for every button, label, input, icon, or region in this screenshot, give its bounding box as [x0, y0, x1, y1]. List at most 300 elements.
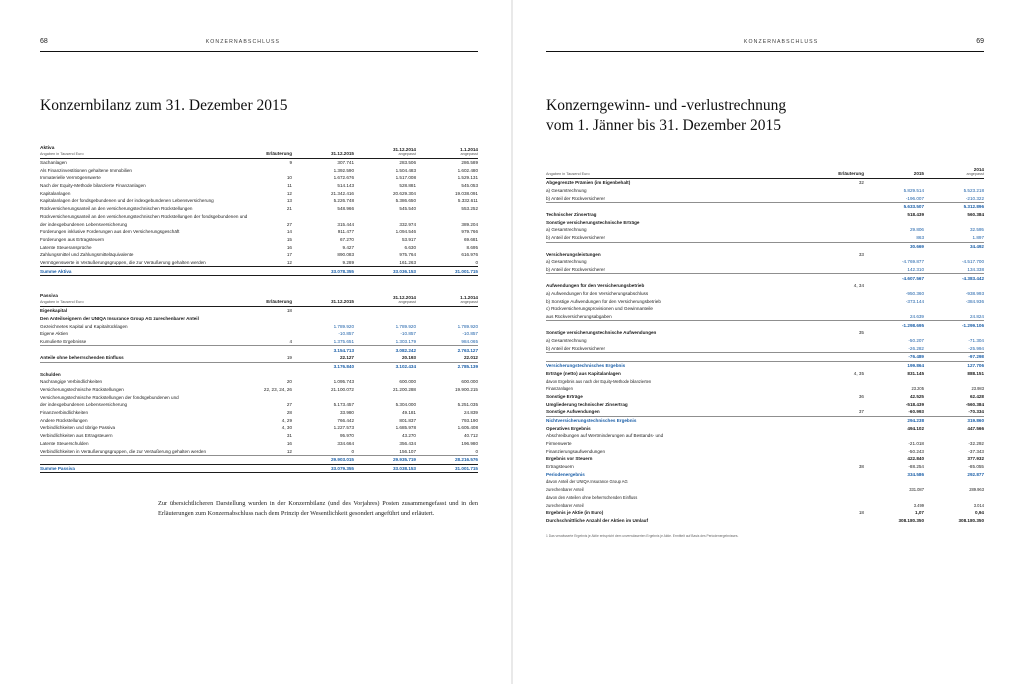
row-value-2: 29.935.719 [354, 455, 416, 464]
row-label: Versicherungsleistungen [546, 251, 601, 257]
row-label: Kumulierte Ergebnisse [40, 338, 87, 344]
row-label: Summe Aktiva [40, 267, 252, 276]
table-row [40, 228, 478, 236]
row-note: 19 [286, 355, 292, 361]
row-value-1: 29.903.015 [292, 455, 354, 464]
table-caption [546, 166, 818, 179]
row-value-2: 1.789.920 [395, 323, 416, 329]
row-value-1: 334.586 [907, 471, 924, 477]
row-value-3: 5.251.035 [457, 402, 478, 408]
row-label: a) Gesamtrechnung [546, 227, 587, 233]
row-value-3: 600.000 [461, 379, 478, 385]
table-caption [40, 144, 252, 158]
row-value-1: 766.442 [337, 417, 354, 423]
table-row [546, 486, 984, 494]
table-row [546, 377, 984, 385]
row-note [818, 305, 864, 313]
row-note [818, 470, 864, 478]
row-value-2: 34.492 [924, 242, 984, 250]
row-label: b) Anteil der Rückversicherer [546, 195, 605, 201]
table-row [546, 194, 984, 202]
row-value-2: 1.897 [972, 235, 984, 241]
table-row [40, 416, 478, 424]
table-row [546, 440, 984, 448]
row-value-2 [924, 494, 984, 502]
row-value-1: 3.154.713 [292, 346, 354, 354]
table-header-row [546, 166, 984, 179]
row-value-1 [864, 218, 924, 226]
table-row [40, 220, 478, 228]
row-note [818, 313, 864, 321]
row-label: Schulden [40, 371, 61, 377]
table-row [40, 447, 478, 455]
row-value-1: 334.664 [337, 440, 354, 446]
row-note: 16 [286, 244, 292, 250]
table-row [546, 470, 984, 478]
row-note [818, 321, 864, 329]
explanatory-note: Zur übersichtlicheren Darstellung wurden in der Konzernbilanz (und des Vorjahres) Posten zusammengefasst und in den Erläuterungen zum Konzernabschluss nach dem Prinzip der Wesentlichkeit gesondert angeführt und erläutert. [158, 500, 478, 518]
row-value-1: 518.439 [907, 212, 924, 218]
table-row [546, 179, 984, 187]
row-label: Erträge (netto) aus Kapitalanlagen [546, 370, 621, 376]
row-note [818, 455, 864, 463]
page-title-line1: Konzerngewinn- und -verlustrechnung [546, 97, 787, 114]
row-value-2: 156.107 [399, 448, 416, 454]
row-value-1: 23.205 [911, 386, 924, 392]
caption-text: Aktiva [40, 146, 55, 152]
row-label: Sonstige versicherungstechnische Erträge [546, 219, 640, 225]
row-value-3: 31.001.715 [416, 267, 478, 276]
row-note: 12 [286, 259, 292, 265]
row-note [252, 322, 292, 330]
table-row [546, 234, 984, 242]
row-note [818, 297, 864, 305]
row-value-3: 28.216.576 [416, 455, 478, 464]
row-note [818, 377, 864, 385]
row-label: Kapitalanlagen [40, 190, 71, 196]
row-note: 33 [858, 251, 864, 257]
row-note [818, 424, 864, 432]
row-value-2: 21.200.288 [393, 387, 416, 393]
row-value-3: 1.789.920 [457, 323, 478, 329]
caption-sub: Angaben in Tausend Euro [40, 299, 84, 304]
row-value-2: 127.706 [924, 361, 984, 369]
row-value-2: 23.983 [971, 386, 984, 392]
page-title-line2: vom 1. Jänner bis 31. Dezember 2015 [546, 116, 782, 134]
row-note: 12 [286, 448, 292, 454]
row-value-2: 308.180.350 [958, 517, 984, 523]
table-row [40, 243, 478, 251]
row-value-1: 514.143 [337, 183, 354, 189]
row-value-2 [924, 179, 984, 187]
table-aktiva-body [40, 158, 478, 275]
row-value-1 [864, 478, 924, 486]
row-note: 37 [858, 409, 864, 415]
table-row [40, 306, 478, 314]
row-value-3: 1.605.408 [457, 425, 478, 431]
table-row [546, 203, 984, 211]
caption-sub: Angaben in Tausend Euro [546, 172, 590, 176]
row-value-3: 5.332.611 [457, 198, 478, 204]
row-label: Sonstige versicherungstechnische Aufwendungen [546, 330, 657, 336]
row-value-3: 8.695 [466, 244, 478, 250]
row-value-1 [292, 370, 354, 378]
row-note [252, 393, 292, 401]
table-row [546, 494, 984, 502]
row-value-2: 1.504.483 [395, 167, 416, 173]
row-value-2: 3.014 [973, 502, 984, 508]
row-label: Anteile ohne beherrschenden Einfluss [40, 355, 124, 361]
row-value-3: 389.204 [461, 221, 478, 227]
row-note [818, 290, 864, 298]
row-value-2: -1.299.106 [924, 321, 984, 329]
row-value-1 [864, 179, 924, 187]
row-note [818, 486, 864, 494]
row-label: Eigenkapital [40, 308, 68, 314]
row-note: 4 [289, 338, 292, 344]
table-row [40, 315, 478, 323]
row-value-2: -25.994 [968, 345, 984, 351]
table-footnote: 1 Das verwässerte Ergebnis je Aktie entspricht dem unverwässerten Ergebnis je Aktie. Ermittelt auf Basis des Periodenergebnisses. [546, 534, 739, 539]
row-value-3 [416, 212, 478, 220]
row-note [818, 440, 864, 448]
row-value-1 [864, 305, 924, 313]
row-label [546, 242, 818, 250]
row-label: Firmenwerte [546, 441, 572, 447]
row-value-3 [416, 315, 478, 323]
row-note: 38 [858, 464, 864, 470]
row-value-1 [292, 306, 354, 314]
row-value-3: 0 [475, 448, 478, 454]
row-value-1: 294.238 [864, 416, 924, 424]
row-value-1: 30.669 [864, 242, 924, 250]
running-head-left [40, 38, 478, 49]
row-value-1: 21.100.072 [331, 387, 354, 393]
row-label: Nachrangige Verbindlichkeiten [40, 379, 103, 385]
header-rule [40, 51, 478, 52]
row-value-1: 5.829.514 [903, 188, 924, 194]
row-note [818, 501, 864, 509]
row-value-1 [864, 377, 924, 385]
row-note [818, 353, 864, 362]
row-note [252, 370, 292, 378]
row-value-2: 377.932 [967, 456, 984, 462]
row-value-2 [354, 306, 416, 314]
row-value-1: 1.392.590 [333, 167, 354, 173]
row-value-1: 1.227.573 [333, 425, 354, 431]
row-value-2: 20.629.304 [393, 190, 416, 196]
col1-head: 2015 [864, 166, 924, 179]
table-row [546, 297, 984, 305]
row-note [818, 385, 864, 393]
table-row [546, 226, 984, 234]
row-value-2 [924, 329, 984, 337]
table-row [546, 353, 984, 362]
row-value-1: 33.078.355 [292, 267, 354, 276]
row-label: davon den Anteilen ohne beherrschenden Einfluss [546, 494, 638, 500]
row-note: 20 [286, 379, 292, 385]
row-value-1: 95.970 [339, 433, 354, 439]
row-value-1: 9.289 [342, 259, 354, 265]
row-label: c) Rückversicherungsprovisionen und Gewinnanteile [546, 306, 653, 312]
table-row [40, 330, 478, 338]
section-name: KONZERNABSCHLUSS [205, 39, 281, 45]
table-gewinn-verlust [546, 166, 984, 525]
row-label: b) Anteil der Rückversicherer [546, 235, 605, 241]
header-rule [546, 51, 984, 52]
row-label: Verbindlichkeiten aus Ertragsteuern [40, 433, 113, 439]
row-note [818, 416, 864, 424]
col-note-head: Erläuterung [252, 144, 292, 158]
row-value-2: 1.094.546 [395, 229, 416, 235]
row-note: 31 [286, 433, 292, 439]
row-label: Durchschnittliche Anzahl der Aktien im Umlauf [546, 517, 649, 523]
row-note [252, 346, 292, 354]
table-row [40, 409, 478, 417]
row-note [818, 337, 864, 345]
row-value-1: 1.789.920 [333, 323, 354, 329]
row-value-1: 1.095.743 [333, 379, 354, 385]
row-value-1: 29.806 [909, 227, 924, 233]
row-value-3: 69.681 [463, 236, 478, 242]
row-value-3: 984.065 [461, 338, 478, 344]
table-row [40, 182, 478, 190]
row-label: Verbindlichkeiten in Veräußerungsgruppen, die zur Veräußerung gehalten werden [40, 448, 206, 454]
row-value-1: -373.144 [905, 298, 924, 304]
row-label: Kapitalanlagen der fondsgebundenen und der indexgebundenen Lebensversicherung [40, 198, 214, 204]
row-value-2: 5.304.000 [395, 402, 416, 408]
row-note [818, 266, 864, 274]
row-value-3: 40.712 [463, 433, 478, 439]
row-value-2: -37.343 [968, 448, 984, 454]
row-value-3: 196.980 [461, 440, 478, 446]
row-value-1: -4.607.567 [864, 274, 924, 282]
row-label: Ergebnis je Aktie (in Euro) [546, 510, 604, 516]
table-row [546, 509, 984, 517]
row-value-2: 975.764 [399, 252, 416, 258]
row-value-1: -10.857 [338, 331, 354, 337]
row-value-2: 283.506 [399, 160, 416, 166]
row-label: zurechenbarer Anteil [546, 487, 584, 493]
row-label: Abgegrenzte Prämien (im Eigenbehalt) [546, 180, 631, 186]
row-value-2: 289.963 [969, 487, 984, 493]
row-value-1: 142.310 [907, 266, 924, 272]
row-value-3: 553.252 [461, 206, 478, 212]
row-label: a) Gesamtrechnung [546, 259, 587, 265]
row-label: a) Gesamtrechnung [546, 188, 587, 194]
row-value-1: 5.226.748 [333, 198, 354, 204]
row-label: a) Gesamtrechnung [546, 338, 587, 344]
row-label [546, 321, 818, 329]
row-note [818, 211, 864, 219]
table-row [40, 197, 478, 205]
table-row [546, 455, 984, 463]
row-label: der indexgebundenen Lebensversicherung [40, 402, 128, 408]
row-note: 10 [286, 175, 292, 181]
row-value-3: 1.529.131 [457, 175, 478, 181]
row-value-2: 545.540 [399, 206, 416, 212]
row-label: Nach der Equity-Methode bilanzierte Finanzanlagen [40, 183, 146, 189]
table-row [546, 447, 984, 455]
row-value-2: 161.263 [399, 259, 416, 265]
row-value-2: 33.036.153 [354, 267, 416, 276]
row-value-1: 33.980 [339, 410, 354, 416]
col2-head: 31.12.2014 angepasst [354, 144, 416, 158]
page-title [546, 96, 984, 136]
row-value-1: 9.427 [342, 244, 354, 250]
row-value-1: 42.525 [909, 393, 924, 399]
table-row [546, 385, 984, 393]
row-value-2: -384.936 [965, 298, 984, 304]
row-value-2 [354, 370, 416, 378]
row-note [252, 315, 292, 323]
row-value-1 [292, 212, 354, 220]
row-value-1: 5.633.507 [864, 203, 924, 211]
row-value-2: 5.386.650 [395, 198, 416, 204]
col2-head: 2014 angepasst [924, 166, 984, 179]
row-value-1: 308.180.350 [898, 517, 924, 523]
table-row [546, 393, 984, 401]
row-value-3: 31.001.715 [416, 464, 478, 473]
row-label: Finanzverbindlichkeiten [40, 410, 89, 416]
row-note: 18 [286, 308, 292, 314]
row-note: 13 [286, 198, 292, 204]
row-value-2: 32.595 [969, 227, 984, 233]
row-note [818, 344, 864, 352]
table-row [40, 401, 478, 409]
row-note: 35 [858, 330, 864, 336]
row-label: Ergebnis vor Steuern [546, 456, 593, 462]
row-value-3: 0 [475, 259, 478, 265]
row-label: Ertragsteuern [546, 464, 574, 470]
table-row [546, 344, 984, 352]
row-value-1 [864, 329, 924, 337]
row-value-1: -4.769.877 [902, 259, 924, 265]
row-value-1: 863 [916, 235, 924, 241]
row-label: Forderungen aus Ertragsteuern [40, 236, 105, 242]
table-row [40, 424, 478, 432]
table-row [546, 329, 984, 337]
row-label: davon Anteil der UNIQA Insurance Group AG [546, 479, 628, 485]
row-label: Abschreibungen auf Wertminderungen auf Bestands- und [546, 433, 664, 439]
row-value-3: 22.012 [463, 355, 478, 361]
row-note: 16 [286, 440, 292, 446]
row-note [818, 226, 864, 234]
row-value-1: -50.243 [908, 448, 924, 454]
row-note: 9 [289, 160, 292, 166]
table-row [40, 251, 478, 259]
row-value-2: -4.517.700 [962, 259, 984, 265]
row-value-1: 1.672.676 [333, 175, 354, 181]
table-row [40, 212, 478, 220]
row-value-3: 286.589 [461, 160, 478, 166]
row-label: Technischer Zinsertrag [546, 212, 597, 218]
col1-head: 31.12.2015 [292, 144, 354, 158]
row-label: Finanzierungsaufwendungen [546, 448, 605, 454]
row-value-3: 616.976 [461, 252, 478, 258]
row-value-3: 19.038.091 [455, 190, 478, 196]
row-note [252, 330, 292, 338]
row-value-1: -76.489 [864, 353, 924, 362]
row-label: Andere Rückstellungen [40, 417, 88, 423]
row-value-1: -21.018 [908, 441, 924, 447]
row-value-2 [354, 212, 416, 220]
row-label [40, 362, 252, 370]
table-row [40, 338, 478, 346]
row-value-1: 24.639 [909, 314, 924, 320]
table-row [546, 501, 984, 509]
row-value-1: -88.254 [908, 464, 924, 470]
table-row [546, 250, 984, 258]
page-title: Konzernbilanz zum 31. Dezember 2015 [40, 97, 288, 114]
col1-head: 31.12.2015 [292, 292, 354, 306]
table-row [40, 166, 478, 174]
caption-text: Passiva [40, 294, 58, 300]
row-value-2: 600.000 [399, 379, 416, 385]
table-row [546, 517, 984, 525]
table-row [40, 354, 478, 362]
table-row [40, 189, 478, 197]
row-label: Sonstige Aufwendungen [546, 409, 600, 415]
row-value-1: -1.298.695 [864, 321, 924, 329]
table-row [546, 432, 984, 440]
row-value-1: 1,07 [915, 510, 924, 516]
row-value-1: -196.007 [905, 195, 924, 201]
row-value-3: 2.763.127 [416, 346, 478, 354]
table-row [40, 432, 478, 440]
table-passiva-body [40, 306, 478, 472]
table-row [546, 242, 984, 250]
col3-head: 1.1.2014 angepasst [416, 144, 478, 158]
row-value-2 [924, 218, 984, 226]
row-note: 4, 30 [281, 425, 292, 431]
row-label: Gezeichnetes Kapital und Kapitalrücklagen [40, 323, 128, 329]
row-value-2: 5.523.218 [963, 188, 984, 194]
row-value-2 [924, 282, 984, 290]
section-name: KONZERNABSCHLUSS [743, 39, 819, 45]
table-row [40, 259, 478, 267]
table-row [546, 321, 984, 329]
row-value-2: -4.383.442 [924, 274, 984, 282]
row-value-2: 62.428 [969, 393, 984, 399]
row-value-1: 33.079.355 [292, 464, 354, 473]
table-row [40, 205, 478, 213]
row-note: 27 [286, 221, 292, 227]
table-row [546, 218, 984, 226]
row-value-1: 911.477 [337, 229, 354, 235]
table-row [40, 393, 478, 401]
row-label [546, 203, 818, 211]
row-value-1 [292, 315, 354, 323]
row-note: 4, 29 [281, 417, 292, 423]
row-value-1 [864, 432, 924, 440]
row-value-2: -32.292 [968, 441, 984, 447]
table-row [40, 346, 478, 354]
row-note [818, 447, 864, 455]
table-row [546, 313, 984, 321]
row-value-1: -26.282 [908, 345, 924, 351]
row-value-1: 3.176.840 [292, 362, 354, 370]
row-value-2: 33.038.153 [354, 464, 416, 473]
row-value-2: 134.338 [967, 266, 984, 272]
table-gewinn-verlust-body [546, 179, 984, 525]
row-value-1: -60.993 [908, 409, 924, 415]
table-header-row [40, 292, 478, 306]
table-row [40, 378, 478, 386]
row-note: 21 [286, 206, 292, 212]
folio-number: 68 [40, 38, 48, 45]
row-value-2: 801.837 [399, 417, 416, 423]
